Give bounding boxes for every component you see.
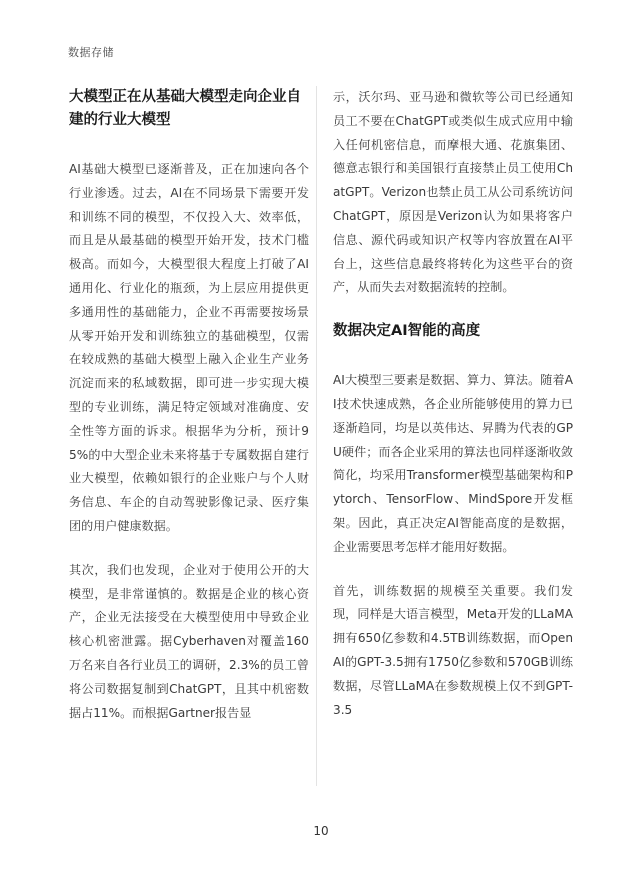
paragraph-enterprise-caution: 其次，我们也发现，企业对于使用公开的大模型，是非常谨慎的。数据是企业的核心资产，企业无法接受在大模型使用中导致企业核心机密泄露。据Cyberhaven对覆盖160万名来自各行业员工的调研，2.3%的员工曾将公司数据复制到ChatGPT，且其中机密数据占11%。而根据Gartner报告显 [69, 562, 309, 720]
section-title-industry-models: 大模型正在从基础大模型走向企业自建的行业大模型 [69, 89, 301, 128]
paragraph-base-models: AI基础大模型已逐渐普及，正在加速向各个行业渗透。过去，AI在不同场景下需要开发和训练不同的模型，不仅投入大、效率低，而且是从最基础的模型开始开发，技术门槛极高。而如今，大模型很大程度上打破了AI通用化、行业化的瓶颈，为上层应用提供更多通用性的基础能力，企业不再需要按场景从零开始开发和训练独立的基础模型，仅需在较成熟的基础大模型上融入企业生产业务沉淀而来的私域数据，即可进一步实现大模型的专业训练，满足特定领域对准确度、安全性等方面的诉求。根据华为分析，预计95%的中大型企业未来将基于专属数据自建行业大模型，依赖如银行的企业账户与个人财务信息、车企的自动驾驶影像记录、医疗集团的用户健康数据。 [69, 162, 309, 533]
section-title-data-determines-ai: 数据决定AI智能的高度 [333, 323, 481, 340]
paragraph-ai-three-elements: AI大模型三要素是数据、算力、算法。随着AI技术快速成熟，各企业所能够使用的算力已逐渐趋同，均是以英伟达、昇腾为代表的GPU硬件；而各企业采用的算法也同样逐渐收敛简化，均采用Transformer模型基础架构和Pytorch、TensorFlow、MindSpore开发框架。因此，真正决定AI智能高度的是数据，企业需要思考怎样才能用好数据。 [333, 373, 573, 554]
column-divider [316, 86, 317, 786]
paragraph-continuation: 示，沃尔玛、亚马逊和微软等公司已经通知员工不要在ChatGPT或类似生成式应用中输入任何机密信息，而摩根大通、花旗集团、德意志银行和美国银行直接禁止员工使用ChatGPT。Verizon也禁止员工从公司系统访问ChatGPT，原因是Verizon认为如果将客户信息、源代码或知识产权等内容放置在AI平台上，这些信息最终将转化为这些平台的资产，从而失去对数据流转的控制。 [333, 90, 573, 295]
right-column [333, 86, 573, 742]
left-column [69, 86, 309, 745]
page-header-section-label: 数据存储 [68, 46, 114, 59]
page-number: 10 [313, 824, 329, 838]
paragraph-training-data-scale: 首先，训练数据的规模至关重要。我们发现，同样是大语言模型，Meta开发的LLaMA拥有650亿参数和4.5TB训练数据，而OpenAI的GPT-3.5拥有1750亿参数和570GB训练数据，尽管LLaMA在参数规模上仅不到GPT-3.5 [333, 583, 573, 717]
